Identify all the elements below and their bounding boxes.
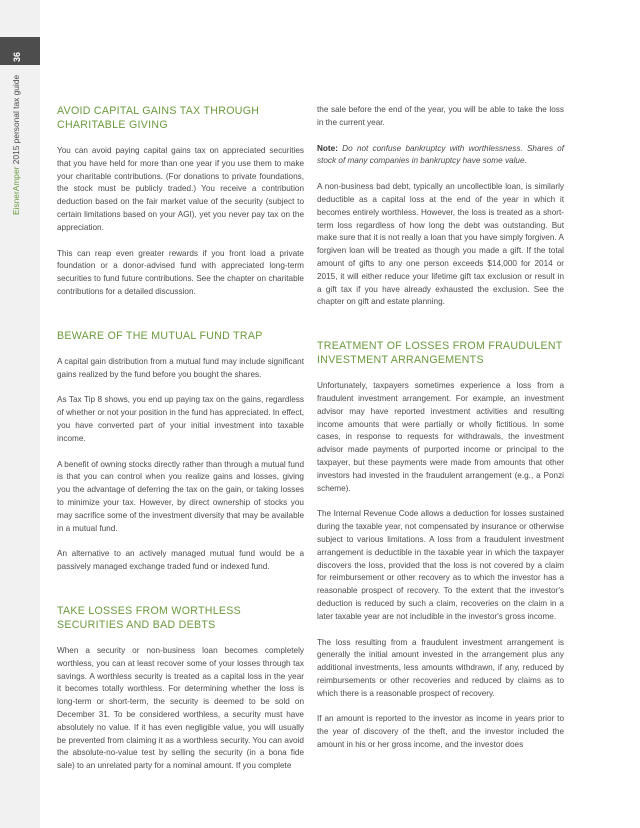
- paragraph: This can reap even greater rewards if you front load a private foundation or a donor-advised fund with appreciated long-term securities to fund future contributions. See the chapter on charitable contributions for a detailed discussion.: [57, 248, 304, 296]
- paragraph: When a security or non-business loan becomes completely worthless, you can at least recover some of your losses through tax savings. A worthless security is treated as a capital loss in the year it becomes totally worthless. For determining whether the loss is long-term or short-term, the security is deemed to be sold on December 31. To be considered worthless, a security must have absolutely no value. If it has even negligible value, you will usually be prevented from claiming it as a worthless security. You can avoid the absolute-no-value test by selling the security (in a bona fide sale) to an unrelated party for a nominal amount. If you complete: [57, 645, 304, 771]
- guide-title: 2015 personal tax guide: [11, 74, 21, 167]
- note-paragraph: [317, 143, 564, 169]
- note-body: Do not confuse bankruptcy with worthlessness. Shares of stock of many companies in bankruptcy have some value.: [317, 143, 564, 166]
- heading-worthless-securities: TAKE LOSSES FROM WORTHLESS SECURITIES AND BAD DEBTS: [57, 604, 242, 631]
- page-number: 36: [12, 51, 22, 62]
- paragraph: Unfortunately, taxpayers sometimes experience a loss from a fraudulent investment arrangement. For example, an investment advisor may have reported investment activities and resulting income amounts that were partially or wholly fictitious. In some cases, in response to requests for withdrawals, the investment advisor made payments of purported income or principal to the taxpayer, but these payments were made from amounts that other investors had invested in the fraudulent arrangement (e.g., a Ponzi scheme).: [317, 381, 564, 493]
- paragraph: The Internal Revenue Code allows a deduction for losses sustained during the taxable year, not compensated by insurance or otherwise subject to various limitations. A loss from a fraudulent investment arrangement is deductible in the taxable year in which the taxpayer discovers the loss, provided that the loss is not covered by a claim for reimbursement or other recovery as to which the investor has a reasonable prospect of recovery. To the extent that the investor's deduction is reduced by such a claim, recoveries on the claim in a later taxable year are not includible in the investor's gross income.: [317, 509, 564, 621]
- paragraph: As Tax Tip 8 shows, you end up paying tax on the gains, regardless of whether or not your position in the fund has appreciated. In effect, you have converted part of your initial investment into taxable income.: [57, 395, 304, 443]
- paragraph: An alternative to an actively managed mutual fund would be a passively managed exchange traded fund or indexed fund.: [57, 549, 304, 572]
- paragraph: the sale before the end of the year, you will be able to take the loss in the current year.: [317, 105, 564, 127]
- brand-name: EisnerAmper: [11, 166, 21, 215]
- right-column: [317, 104, 564, 752]
- paragraph: A capital gain distribution from a mutual fund may include significant gains realized by the fund before you bought the shares.: [57, 356, 304, 379]
- note-label: Note:: [317, 143, 338, 153]
- paragraph: The loss resulting from a fraudulent investment arrangement is generally the initial amount invested in the arrangement plus any additional investments, less amounts withdrawn, if any, reduced by reimbursements or other recoveries and reduced by claims as to which there is a reasonable prospect of recovery.: [317, 637, 564, 698]
- paragraph: You can avoid paying capital gains tax on appreciated securities that you have held for more than one year if you use them to make your charitable contributions. (For donations to private foundations, the stock must be publicly traded.) You receive a contribution deduction based on the fair market value of the security (subject to certain limitations based on your AGI), yet you never pay tax on the appreciation.: [57, 146, 304, 232]
- running-head: [11, 75, 21, 215]
- heading-mutual-fund-trap: BEWARE OF THE MUTUAL FUND TRAP: [57, 329, 263, 342]
- heading-fraudulent-investment: TREATMENT OF LOSSES FROM FRAUDULENT INVESTMENT ARRANGEMENTS: [317, 340, 563, 367]
- left-column: [57, 104, 304, 773]
- heading-charitable-giving: AVOID CAPITAL GAINS TAX THROUGH CHARITABLE GIVING: [57, 105, 260, 131]
- paragraph: If an amount is reported to the investor as income in years prior to the year of discovery of the theft, and the investor included the amount in his or her gross income, and the investor does: [317, 714, 564, 750]
- paragraph: A benefit of owning stocks directly rather than through a mutual fund is that you can control when you realize gains and losses, giving you the advantage of deferring the tax on the gain, or taking losses to minimize your tax. However, by direct ownership of stocks you may sacrifice some of the investment diversity that may be available in a mutual fund.: [57, 459, 304, 533]
- sidebar: [0, 0, 40, 828]
- paragraph: A non-business bad debt, typically an uncollectible loan, is similarly deductible as a capital loss at the end of the year in which it becomes entirely worthless. However, the loss is treated as a short-term loss regardless of how long the debt was outstanding. But make sure that it is not really a loan that you have simply forgiven. A forgiven loan will be treated as though you made a gift. If the total amount of gifts to any one person exceeds $14,000 for 2014 or 2015, it will either reduce your lifetime gift tax exclusion or result in a gift tax if you have already exhausted the exclusion. See the chapter on gift and estate planning.: [317, 182, 564, 307]
